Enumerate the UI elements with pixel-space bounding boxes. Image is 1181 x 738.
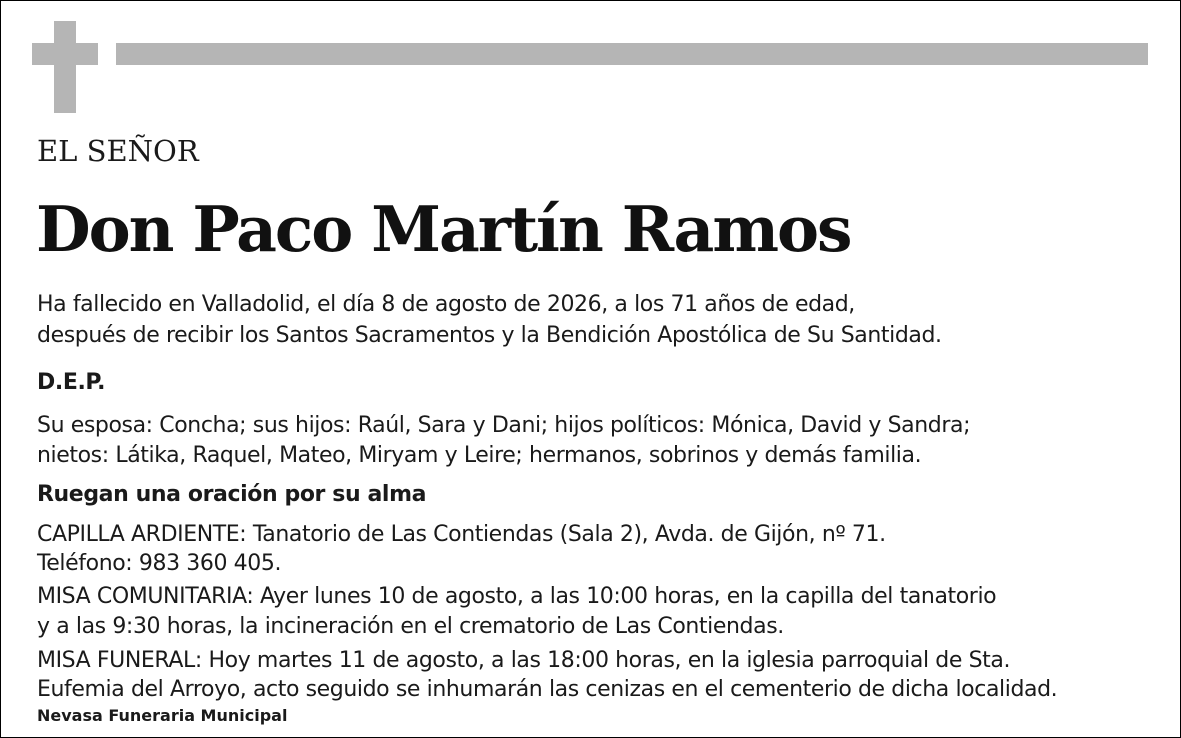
funeral-mass-line-1: MISA FUNERAL: Hoy martes 11 de agosto, a las 18:00 horas, en la iglesia parroquial de Sta.: [37, 648, 1011, 673]
honorific-prefix: EL SEÑOR: [37, 134, 199, 168]
community-mass-line-1: MISA COMUNITARIA: Ayer lunes 10 de agosto, a las 10:00 horas, en la capilla del tanatorio: [37, 584, 997, 609]
chapel-line-2: Teléfono: 983 360 405.: [37, 551, 282, 576]
family-line-2: nietos: Látika, Raquel, Mateo, Miryam y Leire; hermanos, sobrinos y demás familia.: [37, 443, 922, 468]
chapel-line-1: CAPILLA ARDIENTE: Tanatorio de Las Contiendas (Sala 2), Avda. de Gijón, nº 71.: [37, 522, 886, 547]
header-rule: [116, 43, 1148, 65]
community-mass-line-2: y a las 9:30 horas, la incineración en el crematorio de Las Contiendas.: [37, 614, 784, 639]
deceased-name: Don Paco Martín Ramos: [36, 192, 851, 266]
family-line-1: Su esposa: Concha; sus hijos: Raúl, Sara y Dani; hijos políticos: Mónica, David y Sandra;: [37, 413, 971, 438]
announcement-line-2: después de recibir los Santos Sacramentos y la Bendición Apostólica de Su Santidad.: [37, 323, 942, 348]
cross-horizontal-bar: [32, 43, 98, 65]
funeral-mass-line-2: Eufemia del Arroyo, acto seguido se inhumarán las cenizas en el cementerio de dicha localidad.: [37, 677, 1058, 702]
announcement-line-1: Ha fallecido en Valladolid, el día 8 de agosto de 2026, a los 71 años de edad,: [37, 292, 855, 317]
prayer-request: Ruegan una oración por su alma: [37, 482, 427, 507]
funeral-home-name: Nevasa Funeraria Municipal: [37, 706, 288, 725]
dep-label: D.E.P.: [37, 370, 106, 395]
cross-vertical-bar: [54, 21, 76, 113]
